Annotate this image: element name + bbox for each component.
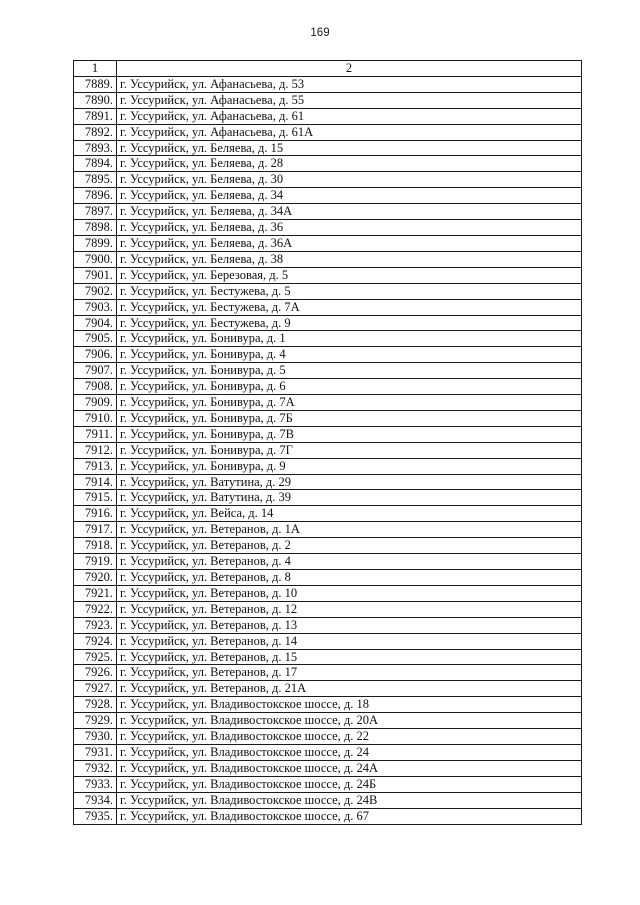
table-row (74, 744, 582, 760)
row-address: г. Уссурийск, ул. Березовая, д. 5 (117, 267, 582, 283)
row-number: 7894. (74, 156, 117, 172)
row-number: 7900. (74, 251, 117, 267)
table-row (74, 442, 582, 458)
row-number: 7905. (74, 331, 117, 347)
row-number: 7932. (74, 760, 117, 776)
row-number: 7914. (74, 474, 117, 490)
row-address: г. Уссурийск, ул. Ветеранов, д. 12 (117, 601, 582, 617)
table-row (74, 474, 582, 490)
row-number: 7929. (74, 713, 117, 729)
table-row (74, 395, 582, 411)
table-row (74, 633, 582, 649)
table-row (74, 585, 582, 601)
table-row (74, 490, 582, 506)
table-row (74, 601, 582, 617)
address-table (73, 60, 582, 825)
table-row (74, 124, 582, 140)
table-row (74, 506, 582, 522)
table-row (74, 235, 582, 251)
row-address: г. Уссурийск, ул. Бонивура, д. 7А (117, 395, 582, 411)
row-address: г. Уссурийск, ул. Владивостокское шоссе, д. 24Б (117, 776, 582, 792)
row-number: 7898. (74, 220, 117, 236)
table-row (74, 808, 582, 824)
row-number: 7895. (74, 172, 117, 188)
row-address: г. Уссурийск, ул. Ветеранов, д. 8 (117, 570, 582, 586)
row-address: г. Уссурийск, ул. Беляева, д. 36А (117, 235, 582, 251)
row-address: г. Уссурийск, ул. Владивостокское шоссе, д. 22 (117, 729, 582, 745)
table-row (74, 283, 582, 299)
row-address: г. Уссурийск, ул. Афанасьева, д. 55 (117, 92, 582, 108)
row-address: г. Уссурийск, ул. Бонивура, д. 7Б (117, 410, 582, 426)
page-number: 169 (310, 27, 330, 39)
row-address: г. Уссурийск, ул. Беляева, д. 36 (117, 220, 582, 236)
row-number: 7909. (74, 395, 117, 411)
column-header-address: 2 (117, 61, 582, 77)
row-number: 7930. (74, 729, 117, 745)
row-address: г. Уссурийск, ул. Ветеранов, д. 13 (117, 617, 582, 633)
table-row (74, 649, 582, 665)
row-address: г. Уссурийск, ул. Ветеранов, д. 10 (117, 585, 582, 601)
table-row (74, 140, 582, 156)
row-number: 7919. (74, 554, 117, 570)
row-number: 7911. (74, 426, 117, 442)
table-row (74, 347, 582, 363)
row-number: 7915. (74, 490, 117, 506)
row-number: 7893. (74, 140, 117, 156)
row-number: 7891. (74, 108, 117, 124)
row-address: г. Уссурийск, ул. Ватутина, д. 29 (117, 474, 582, 490)
table-row (74, 792, 582, 808)
table-row (74, 681, 582, 697)
table-row (74, 379, 582, 395)
table-row (74, 538, 582, 554)
row-number: 7934. (74, 792, 117, 808)
row-number: 7889. (74, 76, 117, 92)
row-address: г. Уссурийск, ул. Беляева, д. 15 (117, 140, 582, 156)
row-number: 7923. (74, 617, 117, 633)
row-address: г. Уссурийск, ул. Бестужева, д. 5 (117, 283, 582, 299)
table-row (74, 729, 582, 745)
row-number: 7916. (74, 506, 117, 522)
row-number: 7906. (74, 347, 117, 363)
row-address: г. Уссурийск, ул. Беляева, д. 30 (117, 172, 582, 188)
row-address: г. Уссурийск, ул. Ветеранов, д. 21А (117, 681, 582, 697)
row-number: 7918. (74, 538, 117, 554)
table-row (74, 172, 582, 188)
table-row (74, 76, 582, 92)
row-address: г. Уссурийск, ул. Бонивура, д. 9 (117, 458, 582, 474)
row-number: 7896. (74, 188, 117, 204)
table-row (74, 156, 582, 172)
row-address: г. Уссурийск, ул. Ветеранов, д. 2 (117, 538, 582, 554)
row-address: г. Уссурийск, ул. Ветеранов, д. 4 (117, 554, 582, 570)
row-number: 7897. (74, 204, 117, 220)
table-header-row (74, 61, 582, 77)
row-number: 7922. (74, 601, 117, 617)
row-address: г. Уссурийск, ул. Владивостокское шоссе, д. 24А (117, 760, 582, 776)
row-number: 7913. (74, 458, 117, 474)
table-row (74, 776, 582, 792)
row-address: г. Уссурийск, ул. Владивостокское шоссе, д. 67 (117, 808, 582, 824)
table-row (74, 220, 582, 236)
row-number: 7927. (74, 681, 117, 697)
row-address: г. Уссурийск, ул. Бонивура, д. 6 (117, 379, 582, 395)
table-row (74, 108, 582, 124)
table-row (74, 204, 582, 220)
table-row (74, 188, 582, 204)
row-number: 7912. (74, 442, 117, 458)
column-header-number: 1 (74, 61, 117, 77)
row-address: г. Уссурийск, ул. Беляева, д. 34 (117, 188, 582, 204)
table-row (74, 697, 582, 713)
table-row (74, 410, 582, 426)
row-number: 7921. (74, 585, 117, 601)
row-address: г. Уссурийск, ул. Афанасьева, д. 61 (117, 108, 582, 124)
row-address: г. Уссурийск, ул. Беляева, д. 38 (117, 251, 582, 267)
table-row (74, 363, 582, 379)
table-row (74, 267, 582, 283)
row-address: г. Уссурийск, ул. Бестужева, д. 7А (117, 299, 582, 315)
row-address: г. Уссурийск, ул. Афанасьева, д. 61А (117, 124, 582, 140)
row-address: г. Уссурийск, ул. Владивостокское шоссе, д. 18 (117, 697, 582, 713)
row-number: 7908. (74, 379, 117, 395)
table-row (74, 665, 582, 681)
row-number: 7935. (74, 808, 117, 824)
row-address: г. Уссурийск, ул. Владивостокское шоссе, д. 24В (117, 792, 582, 808)
row-number: 7904. (74, 315, 117, 331)
row-address: г. Уссурийск, ул. Вейса, д. 14 (117, 506, 582, 522)
row-number: 7890. (74, 92, 117, 108)
table-row (74, 426, 582, 442)
table-row (74, 554, 582, 570)
row-address: г. Уссурийск, ул. Бонивура, д. 7Г (117, 442, 582, 458)
row-address: г. Уссурийск, ул. Афанасьева, д. 53 (117, 76, 582, 92)
table-row (74, 713, 582, 729)
row-number: 7926. (74, 665, 117, 681)
table-row (74, 331, 582, 347)
row-address: г. Уссурийск, ул. Беляева, д. 28 (117, 156, 582, 172)
row-address: г. Уссурийск, ул. Бонивура, д. 7В (117, 426, 582, 442)
row-address: г. Уссурийск, ул. Бонивура, д. 1 (117, 331, 582, 347)
row-address: г. Уссурийск, ул. Владивостокское шоссе, д. 20А (117, 713, 582, 729)
row-number: 7902. (74, 283, 117, 299)
table-row (74, 299, 582, 315)
row-number: 7924. (74, 633, 117, 649)
row-number: 7917. (74, 522, 117, 538)
row-number: 7920. (74, 570, 117, 586)
row-address: г. Уссурийск, ул. Ватутина, д. 39 (117, 490, 582, 506)
table-row (74, 251, 582, 267)
row-address: г. Уссурийск, ул. Бестужева, д. 9 (117, 315, 582, 331)
row-address: г. Уссурийск, ул. Беляева, д. 34А (117, 204, 582, 220)
table-row (74, 458, 582, 474)
table-row (74, 570, 582, 586)
table-row (74, 617, 582, 633)
table-row (74, 522, 582, 538)
row-address: г. Уссурийск, ул. Бонивура, д. 4 (117, 347, 582, 363)
row-number: 7901. (74, 267, 117, 283)
row-address: г. Уссурийск, ул. Бонивура, д. 5 (117, 363, 582, 379)
row-number: 7892. (74, 124, 117, 140)
row-number: 7933. (74, 776, 117, 792)
row-number: 7899. (74, 235, 117, 251)
row-number: 7903. (74, 299, 117, 315)
table-body (74, 76, 582, 824)
row-address: г. Уссурийск, ул. Ветеранов, д. 14 (117, 633, 582, 649)
row-number: 7928. (74, 697, 117, 713)
row-address: г. Уссурийск, ул. Владивостокское шоссе, д. 24 (117, 744, 582, 760)
row-number: 7925. (74, 649, 117, 665)
row-number: 7931. (74, 744, 117, 760)
row-number: 7910. (74, 410, 117, 426)
table-row (74, 315, 582, 331)
row-address: г. Уссурийск, ул. Ветеранов, д. 17 (117, 665, 582, 681)
row-number: 7907. (74, 363, 117, 379)
table-row (74, 760, 582, 776)
row-address: г. Уссурийск, ул. Ветеранов, д. 1А (117, 522, 582, 538)
row-address: г. Уссурийск, ул. Ветеранов, д. 15 (117, 649, 582, 665)
table-row (74, 92, 582, 108)
